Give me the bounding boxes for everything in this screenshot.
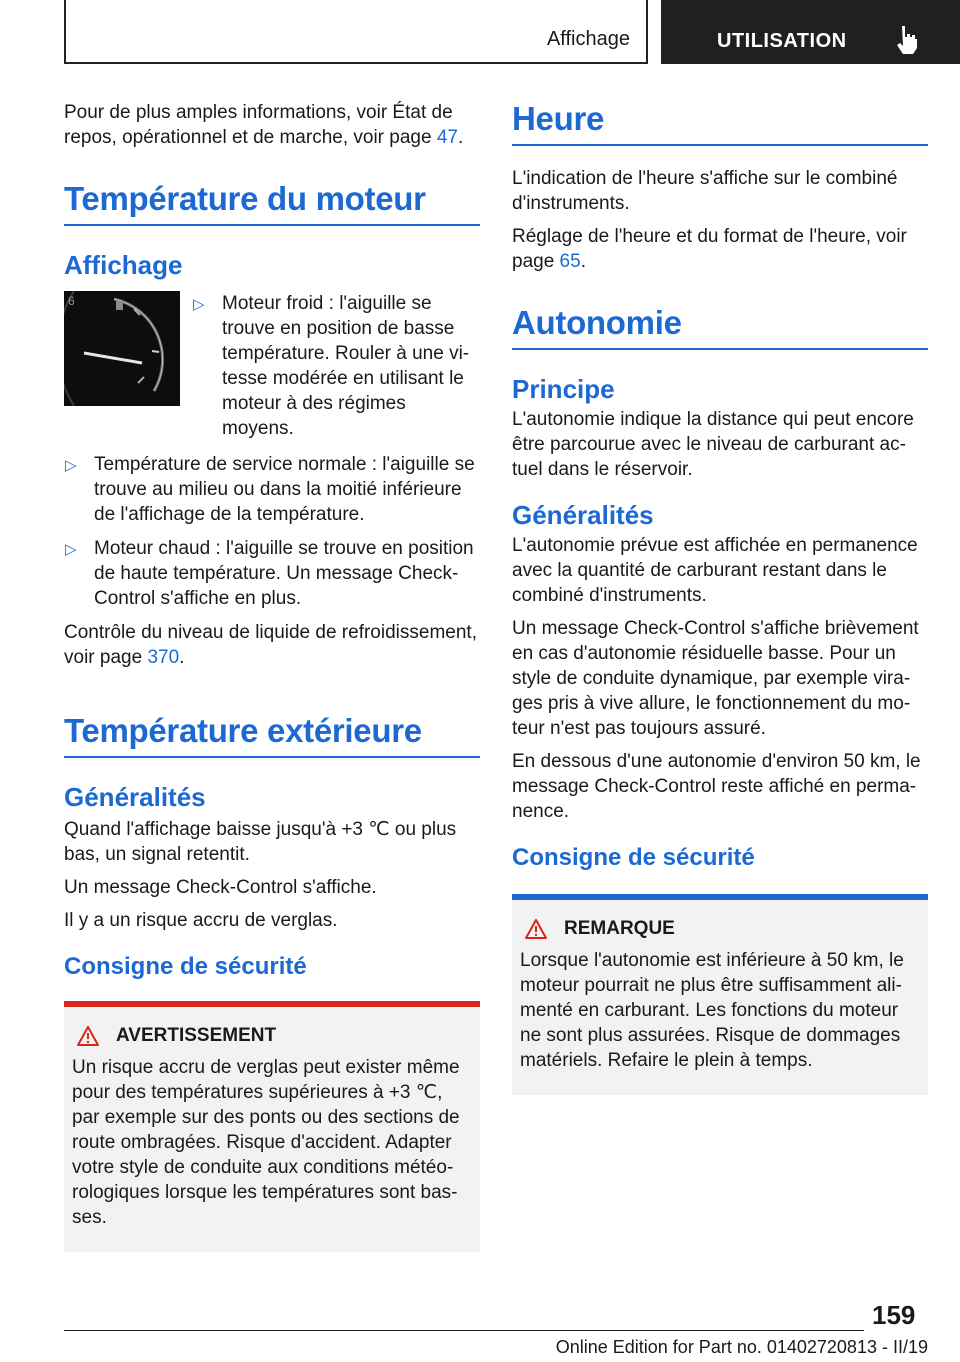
coolant-paragraph: Contrôle du niveau de liquide de refroidissement, voir page 370. bbox=[64, 622, 477, 668]
header-section-title: Affichage bbox=[546, 28, 630, 50]
clock-heading: Heure bbox=[512, 100, 928, 146]
left-column bbox=[64, 100, 480, 1252]
paragraph: Quand l'affichage baisse jusqu'à +3 ℃ ou plus bas, un signal retentit. bbox=[64, 819, 457, 865]
svg-text:6: 6 bbox=[68, 294, 75, 308]
notice-title: REMARQUE bbox=[520, 918, 920, 940]
notice-text: Lorsque l'autonomie est inférieure à 50 km, le moteur pourrait ne plus être suffisamment ali-menté en carburant. Les fonctions du moteur ne sont plus assurées. Risque de dommages matériels. Refaire le plein à temps. bbox=[520, 950, 904, 1071]
paragraph: L'autonomie prévue est affichée en permanence avec la quantité de carburant restant dans le combiné d'instruments. bbox=[512, 535, 918, 606]
pointing-hand-icon bbox=[895, 24, 919, 54]
outside-temperature-heading: Température extérieure bbox=[64, 712, 480, 758]
principle-heading: Principe bbox=[512, 374, 615, 404]
engine-temp-bullets-first bbox=[192, 291, 480, 450]
page-link-47[interactable]: 47 bbox=[436, 127, 458, 148]
clock-setting-paragraph: Réglage de l'heure et du format de l'heure, voir page 65. bbox=[512, 226, 907, 272]
engine-temperature-heading: Température du moteur bbox=[64, 180, 480, 226]
header-chapter-tab bbox=[661, 0, 960, 64]
list-item: ▷ Moteur froid : l'aiguille se trouve en position de basse température. Rouler à une vi-tesse modérée en utilisant le moteur à des régimes moyens. bbox=[193, 293, 470, 439]
triangle-bullet-icon: ▷ bbox=[193, 296, 205, 313]
gauge-bullet-row bbox=[64, 291, 480, 450]
page-link-65[interactable]: 65 bbox=[559, 251, 581, 272]
display-heading: Affichage bbox=[64, 250, 183, 280]
paragraph: Un message Check-Control s'affiche brièvement en cas d'autonomie résiduelle basse. Pour un style de conduite dynamique, par exemple vira-ges pris à vive allure, le fonctionnement du mo-teur n'est pas toujours assuré. bbox=[512, 618, 919, 739]
triangle-bullet-icon: ▷ bbox=[65, 541, 77, 558]
header-chapter-title: UTILISATION bbox=[717, 30, 847, 52]
warning-text: Un risque accru de verglas peut exister même pour des températures supérieures à +3 ℃, par exemple sur des ponts ou des sections de route ombragées. Risque d'accident. Adapter votre style de conduite aux conditions météo-rologiques lorsque les températures sont bas-ses. bbox=[72, 1057, 460, 1228]
list-item: ▷ Température de service normale : l'aiguille se trouve au milieu ou dans la moitié inférieure de l'affichage de la température. bbox=[65, 454, 475, 525]
safety-heading: Consigne de sécurité bbox=[64, 953, 307, 980]
right-column bbox=[512, 100, 928, 1095]
general-heading: Généralités bbox=[64, 782, 206, 812]
notice-box bbox=[512, 894, 928, 1095]
warning-box bbox=[64, 1001, 480, 1252]
safety-heading: Consigne de sécurité bbox=[512, 844, 755, 871]
range-heading: Autonomie bbox=[512, 304, 928, 350]
paragraph: En dessous d'une autonomie d'environ 50 km, le message Check-Control reste affiché en perma-nence. bbox=[512, 751, 921, 822]
principle-paragraph: L'autonomie indique la distance qui peut encore être parcourue avec le niveau de carburant ac-tuel dans le réservoir. bbox=[512, 409, 914, 480]
intro-paragraph: Pour de plus amples informations, voir État de repos, opérationnel et de marche, voir page 47. bbox=[64, 102, 464, 148]
temperature-gauge-image bbox=[64, 291, 180, 406]
header-section-tab bbox=[64, 0, 648, 64]
warning-triangle-icon bbox=[76, 1025, 100, 1047]
edition-footer: Online Edition for Part no. 01402720813 - II/19 bbox=[555, 1337, 928, 1357]
page-link-370[interactable]: 370 bbox=[147, 647, 180, 668]
list-item: ▷ Moteur chaud : l'aiguille se trouve en position de haute température. Un message Check-Control s'affiche en plus. bbox=[65, 538, 474, 609]
paragraph: Il y a un risque accru de verglas. bbox=[64, 910, 338, 931]
engine-temp-bullets bbox=[64, 452, 480, 611]
warning-triangle-icon bbox=[524, 918, 548, 940]
paragraph: Un message Check-Control s'affiche. bbox=[64, 877, 377, 898]
warning-title: AVERTISSEMENT bbox=[72, 1025, 472, 1047]
clock-paragraph: L'indication de l'heure s'affiche sur le combiné d'instruments. bbox=[512, 168, 898, 214]
footer-divider bbox=[64, 1330, 864, 1331]
general-heading: Généralités bbox=[512, 500, 654, 530]
page-number: 159 bbox=[872, 1300, 916, 1330]
triangle-bullet-icon: ▷ bbox=[65, 457, 77, 474]
